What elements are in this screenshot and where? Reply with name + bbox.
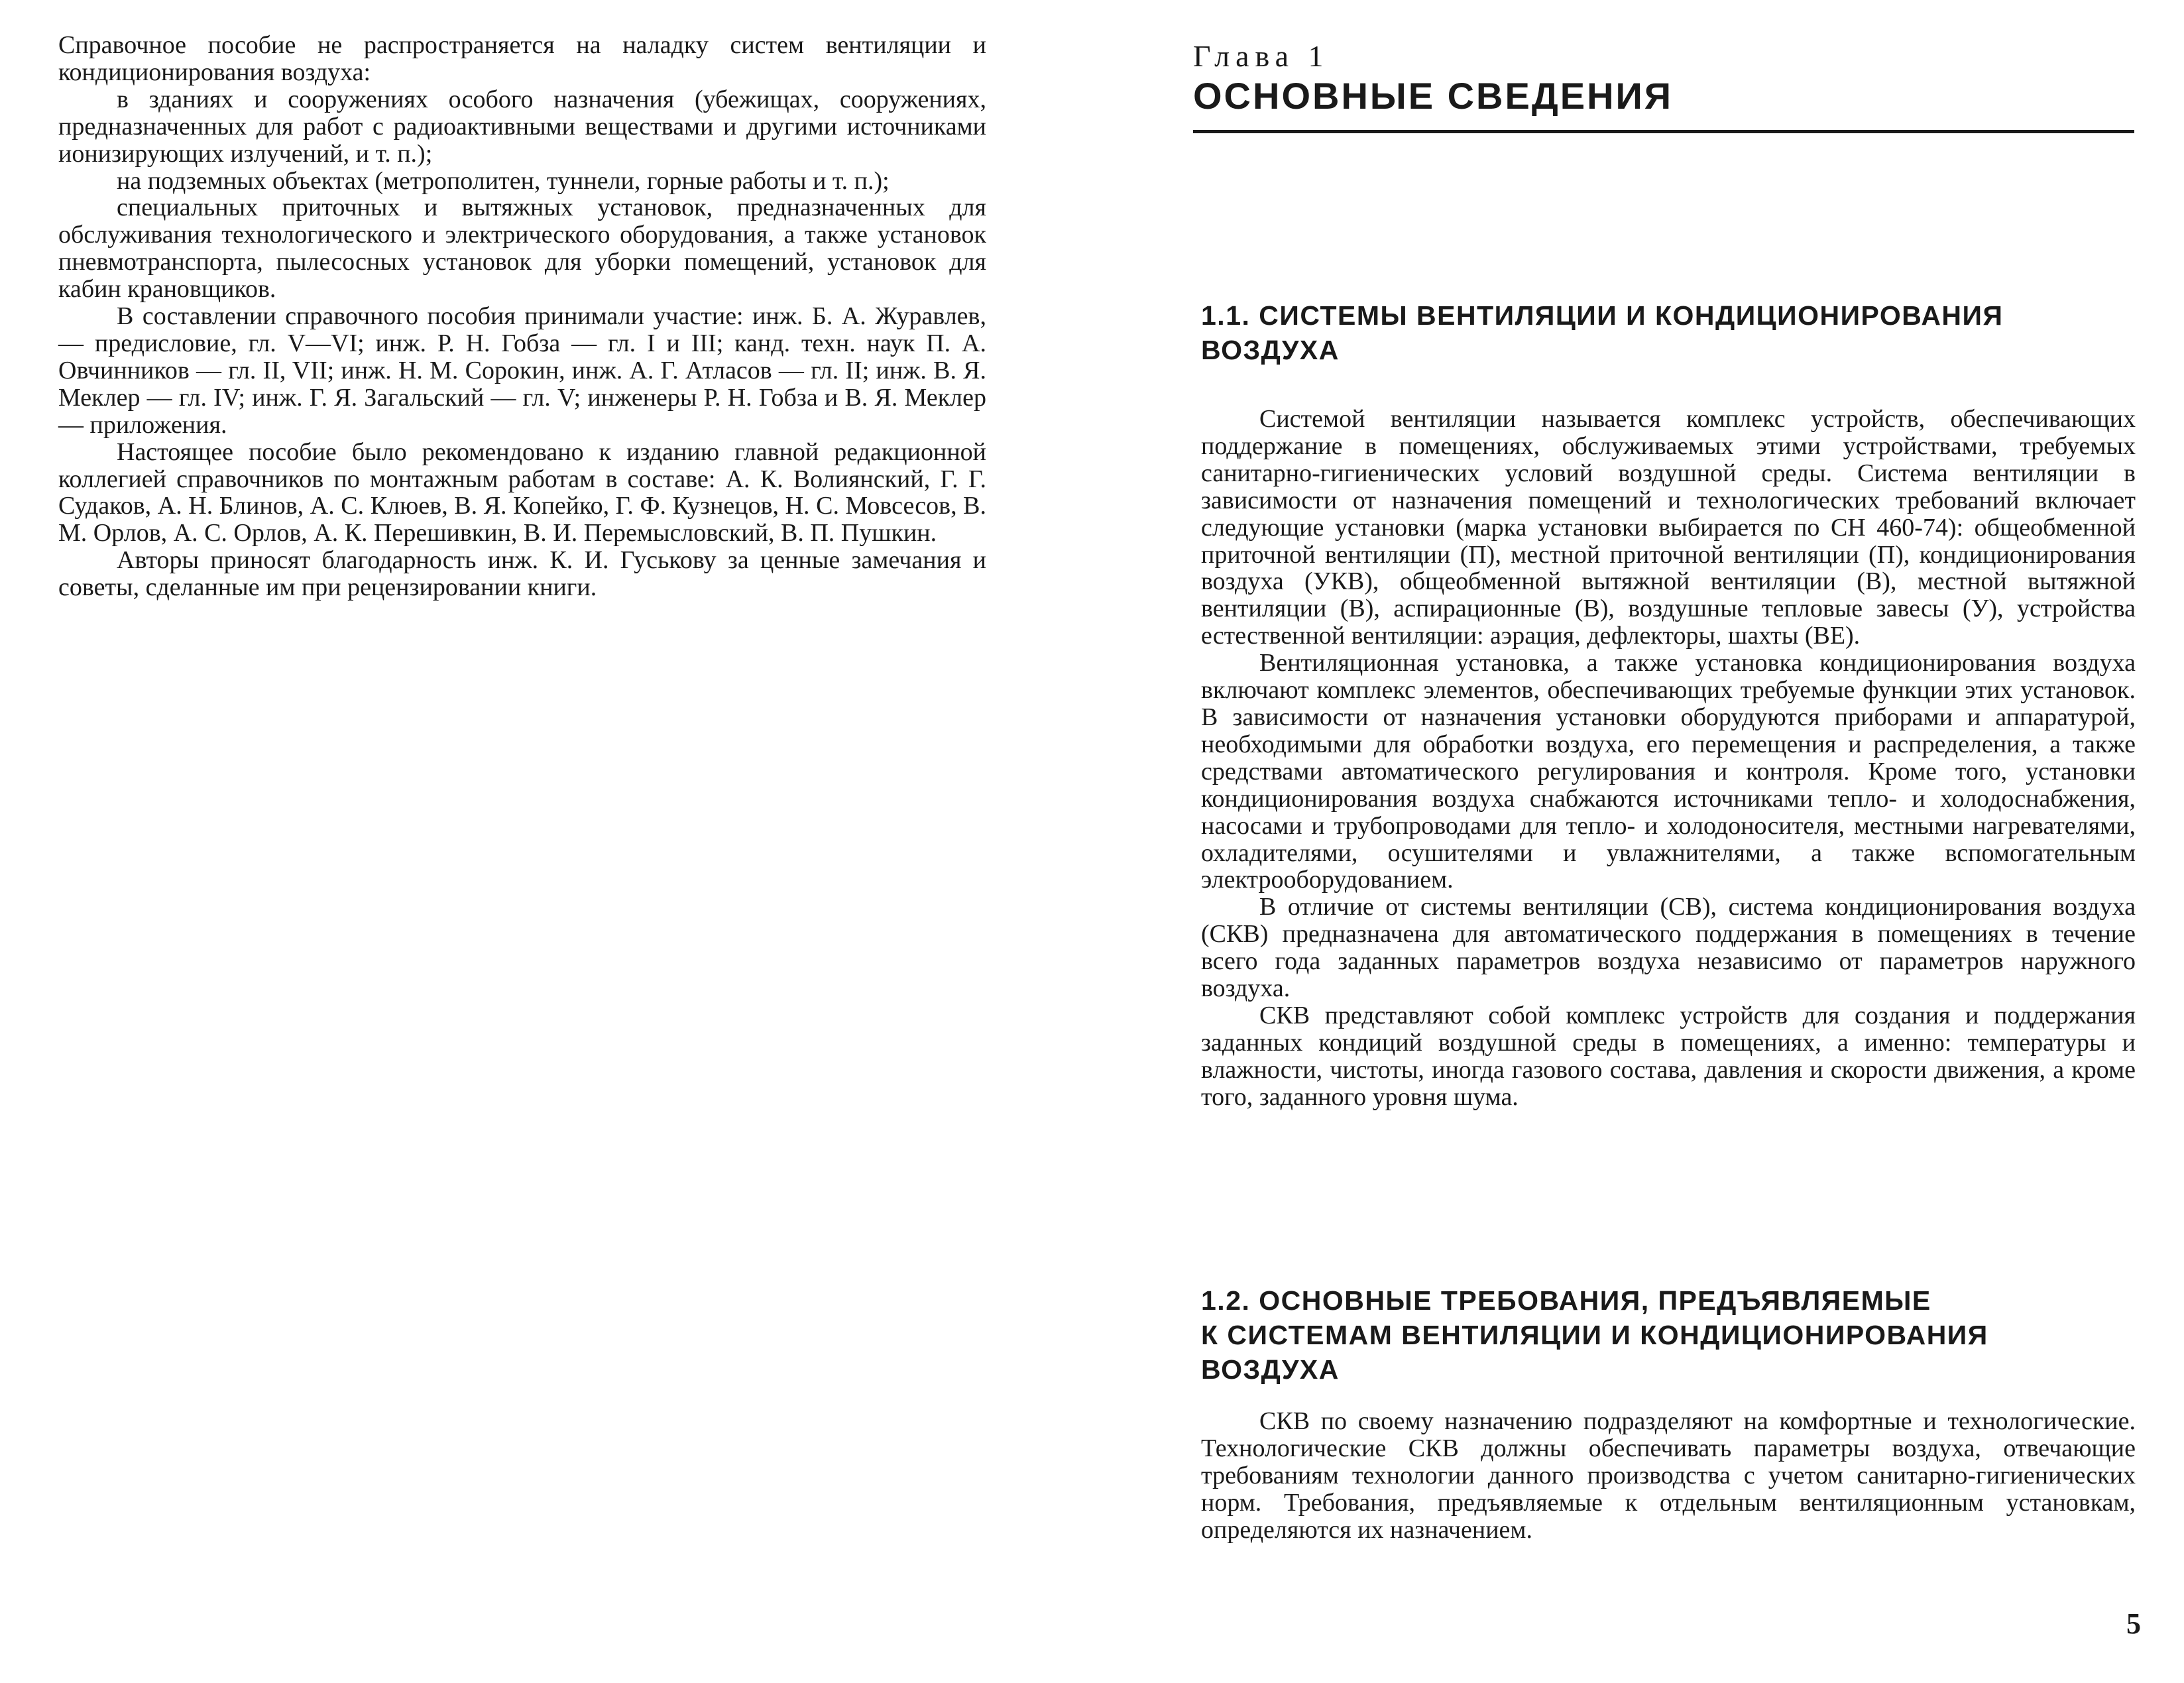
heading-line: 1.1. СИСТЕМЫ ВЕНТИЛЯЦИИ И КОНДИЦИОНИРОВАНИЯ	[1201, 300, 2004, 331]
preface-text	[58, 32, 986, 601]
page-number: 5	[2126, 1607, 2141, 1640]
chapter-title: ОСНОВНЫЕ СВЕДЕНИЯ	[1193, 75, 1674, 117]
paragraph: В составлении справочного пособия принимали участие: инж. Б. А. Журавлев, — предисловие, гл. V—VI; инж. Р. Н. Гобза — гл. I и III; канд. техн. наук П. А. Овчинников — гл. II, VII; инж. Н. М. Сорокин, инж. А. Г. Атласов — гл. II; инж. В. Я. Меклер — гл. IV; инж. Г. Я. Загальский — гл. V; инженеры Р. Н. Гобза и В. Я. Меклер — приложения.	[58, 302, 986, 439]
chapter-divider	[1193, 130, 2134, 133]
right-page	[1061, 0, 2184, 1683]
paragraph: Авторы приносят благодарность инж. К. И. Гуськову за ценные замечания и советы, сделанные им при рецензировании книги.	[58, 546, 986, 602]
paragraph: Вентиляционная установка, а также установка кондиционирования воздуха включают комплекс элементов, обеспечивающих требуемые функции этих установок. В зависимости от назначения установки оборудуются приборами и аппаратурой, необходимыми для обработки воздуха, его перемещения и распределения, а также средствами автоматического регулирования и контроля. Кроме того, установки кондиционирования воздуха снабжаются источниками тепло- и холодоснабжения, насосами и трубопроводами для тепло- и холодоносителя, местными нагревателями, охладителями, осушителями и увлажнителями, а также вспомогательным электрооборудованием.	[1201, 649, 2136, 894]
paragraph: Системой вентиляции называется комплекс устройств, обеспечивающих поддержание в помещениях, обслуживаемых этими устройствами, требуемых санитарно-гигиенических условий воздушной среды. Система вентиляции в зависимости от назначения помещений и технологических требований включает следующие установки (марка установки выбирается по СН 460-74): общеобменной приточной вентиляции (П), местной приточной вентиляции (П), кондиционирования воздуха (УКВ), общеобменной вытяжной вентиляции (В), местной вытяжной вентиляции (В), аспирационные (В), воздушные тепловые завесы (У), устройства естественной вентиляции: аэрация, дефлекторы, шахты (ВЕ).	[1201, 405, 2136, 650]
heading-line: ВОЗДУХА	[1201, 1354, 1340, 1385]
section-heading	[1201, 1283, 2136, 1387]
paragraph: СКВ по своему назначению подразделяют на комфортные и технологические. Технологические СКВ должны обеспечивать параметры воздуха, отвечающие требованиям технологии данного производства с учетом санитарно-гигиенических норм. Требования, предъявляемые к отдельным вентиляционным установкам, определяются их назначением.	[1201, 1407, 2136, 1544]
section-body	[1201, 406, 2136, 1111]
left-page	[0, 0, 1034, 1683]
chapter-label: Глава 1	[1193, 39, 1330, 73]
heading-line: ВОЗДУХА	[1201, 335, 1340, 365]
section-body	[1201, 1408, 2136, 1544]
heading-line: К СИСТЕМАМ ВЕНТИЛЯЦИИ И КОНДИЦИОНИРОВАНИЯ	[1201, 1320, 1988, 1350]
paragraph: СКВ представляют собой комплекс устройств для создания и поддержания заданных кондиций воздушной среды в помещениях, а именно: температуры и влажности, чистоты, иногда газового состава, давления и скорости движения, а кроме того, заданного уровня шума.	[1201, 1001, 2136, 1111]
paragraph: в зданиях и сооружениях особого назначения (убежищах, сооружениях, предназначенных для работ с радиоактивными веществами и другими источниками ионизирующих излучений, и т. п.);	[58, 85, 986, 168]
section-heading	[1201, 298, 2136, 367]
paragraph: Справочное пособие не распространяется на наладку систем вентиляции и кондиционирования воздуха:	[58, 31, 986, 86]
paragraph: В отличие от системы вентиляции (СВ), система кондиционирования воздуха (СКВ) предназначена для автоматического поддержания в помещениях в течение всего года заданных параметров воздуха независимо от параметров наружного воздуха.	[1201, 893, 2136, 1003]
paragraph: специальных приточных и вытяжных установок, предназначенных для обслуживания технологического и электрического оборудования, а также установок пневмотранспорта, пылесосных установок для уборки помещений, установок для кабин крановщиков.	[58, 194, 986, 304]
heading-line: 1.2. ОСНОВНЫЕ ТРЕБОВАНИЯ, ПРЕДЪЯВЛЯЕМЫЕ	[1201, 1285, 1931, 1316]
paragraph: Настоящее пособие было рекомендовано к изданию главной редакционной коллегией справочников по монтажным работам в составе: А. К. Волиянский, Г. Г. Судаков, А. Н. Блинов, А. С. Клюев, В. Я. Копейко, Г. Ф. Кузнецов, Н. С. Мовсесов, В. М. Орлов, А. С. Орлов, А. К. Перешивкин, В. И. Перемысловский, В. П. Пушкин.	[58, 437, 986, 548]
paragraph: на подземных объектах (метрополитен, туннели, горные работы и т. п.);	[117, 166, 890, 195]
